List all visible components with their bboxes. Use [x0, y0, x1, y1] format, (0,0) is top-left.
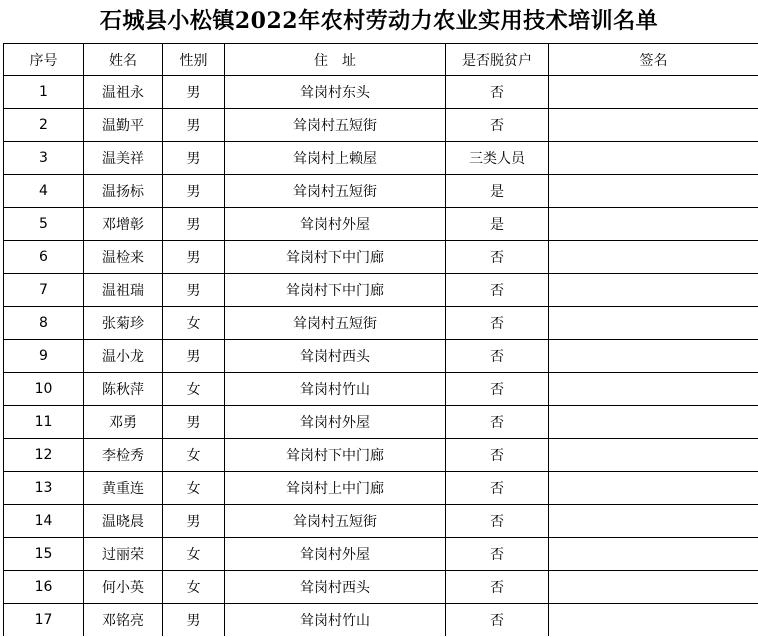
table-header-row: [4, 44, 758, 76]
cell-poverty-status: 否: [446, 109, 549, 142]
cell-name: 温扬标: [84, 175, 163, 208]
cell-signature: [549, 373, 758, 406]
cell-name: 邓铭亮: [84, 604, 163, 637]
cell-address: 耸岗村五短街: [225, 307, 446, 340]
cell-no: 3: [4, 142, 84, 175]
cell-sex: 男: [163, 340, 225, 373]
cell-sex: 男: [163, 241, 225, 274]
cell-signature: [549, 307, 758, 340]
cell-poverty-status: 否: [446, 538, 549, 571]
cell-address: 耸岗村下中门廊: [225, 439, 446, 472]
table-row: [4, 76, 758, 109]
cell-sex: 男: [163, 505, 225, 538]
header-signature: 签名: [549, 44, 758, 76]
cell-name: 过丽荣: [84, 538, 163, 571]
table-row: [4, 505, 758, 538]
cell-poverty-status: 否: [446, 406, 549, 439]
header-sex: 性别: [163, 44, 225, 76]
table-row: [4, 307, 758, 340]
cell-address: 耸岗村上中门廊: [225, 472, 446, 505]
cell-signature: [549, 340, 758, 373]
cell-no: 14: [4, 505, 84, 538]
cell-address: 耸岗村外屋: [225, 538, 446, 571]
cell-address: 耸岗村外屋: [225, 208, 446, 241]
cell-no: 6: [4, 241, 84, 274]
table-row: [4, 406, 758, 439]
cell-sex: 男: [163, 208, 225, 241]
cell-address: 耸岗村下中门廊: [225, 241, 446, 274]
cell-no: 11: [4, 406, 84, 439]
cell-sex: 女: [163, 373, 225, 406]
cell-address: 耸岗村五短街: [225, 109, 446, 142]
cell-poverty-status: 否: [446, 472, 549, 505]
cell-signature: [549, 208, 758, 241]
cell-no: 17: [4, 604, 84, 637]
cell-address: 耸岗村竹山: [225, 604, 446, 637]
cell-no: 15: [4, 538, 84, 571]
cell-signature: [549, 175, 758, 208]
cell-name: 陈秋萍: [84, 373, 163, 406]
header-no: 序号: [4, 44, 84, 76]
cell-poverty-status: 否: [446, 241, 549, 274]
cell-name: 温勤平: [84, 109, 163, 142]
table-row: [4, 604, 758, 637]
cell-address: 耸岗村竹山: [225, 373, 446, 406]
cell-name: 李检秀: [84, 439, 163, 472]
cell-signature: [549, 406, 758, 439]
cell-address: 耸岗村西头: [225, 571, 446, 604]
cell-signature: [549, 604, 758, 637]
cell-signature: [549, 439, 758, 472]
cell-signature: [549, 571, 758, 604]
cell-address: 耸岗村五短街: [225, 175, 446, 208]
cell-sex: 女: [163, 571, 225, 604]
cell-name: 邓增彰: [84, 208, 163, 241]
table-row: [4, 274, 758, 307]
cell-name: 何小英: [84, 571, 163, 604]
cell-no: 16: [4, 571, 84, 604]
cell-no: 8: [4, 307, 84, 340]
cell-address: 耸岗村外屋: [225, 406, 446, 439]
cell-poverty-status: 否: [446, 604, 549, 637]
cell-name: 邓勇: [84, 406, 163, 439]
header-poverty-status: 是否脱贫户: [446, 44, 549, 76]
header-address: 住 址: [225, 44, 446, 76]
cell-name: 温美祥: [84, 142, 163, 175]
training-roster-table: [3, 43, 758, 636]
cell-name: 温检来: [84, 241, 163, 274]
cell-sex: 女: [163, 439, 225, 472]
cell-sex: 女: [163, 472, 225, 505]
cell-poverty-status: 否: [446, 340, 549, 373]
table-row: [4, 241, 758, 274]
cell-poverty-status: 否: [446, 505, 549, 538]
cell-poverty-status: 三类人员: [446, 142, 549, 175]
cell-poverty-status: 是: [446, 208, 549, 241]
table-row: [4, 340, 758, 373]
cell-sex: 男: [163, 109, 225, 142]
cell-no: 1: [4, 76, 84, 109]
cell-sex: 女: [163, 307, 225, 340]
cell-sex: 男: [163, 604, 225, 637]
cell-no: 5: [4, 208, 84, 241]
table-row: [4, 208, 758, 241]
cell-address: 耸岗村上赖屋: [225, 142, 446, 175]
cell-no: 9: [4, 340, 84, 373]
table-row: [4, 142, 758, 175]
cell-poverty-status: 否: [446, 76, 549, 109]
table-body: [4, 76, 758, 637]
cell-poverty-status: 否: [446, 571, 549, 604]
cell-address: 耸岗村东头: [225, 76, 446, 109]
cell-signature: [549, 142, 758, 175]
cell-sex: 男: [163, 175, 225, 208]
table-row: [4, 538, 758, 571]
cell-name: 张菊珍: [84, 307, 163, 340]
cell-sex: 女: [163, 538, 225, 571]
document-title: 石城县小松镇2022年农村劳动力农业实用技术培训名单: [99, 8, 659, 34]
cell-no: 13: [4, 472, 84, 505]
cell-no: 4: [4, 175, 84, 208]
cell-address: 耸岗村西头: [225, 340, 446, 373]
cell-no: 10: [4, 373, 84, 406]
cell-no: 2: [4, 109, 84, 142]
cell-name: 温小龙: [84, 340, 163, 373]
cell-no: 7: [4, 274, 84, 307]
cell-sex: 男: [163, 406, 225, 439]
cell-sex: 男: [163, 76, 225, 109]
cell-signature: [549, 538, 758, 571]
cell-name: 温祖永: [84, 76, 163, 109]
table-row: [4, 373, 758, 406]
cell-signature: [549, 241, 758, 274]
cell-no: 12: [4, 439, 84, 472]
cell-poverty-status: 否: [446, 274, 549, 307]
cell-address: 耸岗村下中门廊: [225, 274, 446, 307]
cell-signature: [549, 505, 758, 538]
cell-address: 耸岗村五短街: [225, 505, 446, 538]
cell-sex: 男: [163, 142, 225, 175]
cell-poverty-status: 否: [446, 373, 549, 406]
cell-signature: [549, 472, 758, 505]
cell-signature: [549, 274, 758, 307]
table-row: [4, 571, 758, 604]
table-row: [4, 439, 758, 472]
cell-poverty-status: 否: [446, 307, 549, 340]
table-row: [4, 175, 758, 208]
cell-name: 温晓晨: [84, 505, 163, 538]
cell-name: 黄重连: [84, 472, 163, 505]
header-name: 姓名: [84, 44, 163, 76]
cell-sex: 男: [163, 274, 225, 307]
table-row: [4, 472, 758, 505]
cell-signature: [549, 76, 758, 109]
cell-poverty-status: 是: [446, 175, 549, 208]
cell-poverty-status: 否: [446, 439, 549, 472]
cell-name: 温祖瑞: [84, 274, 163, 307]
table-row: [4, 109, 758, 142]
cell-signature: [549, 109, 758, 142]
